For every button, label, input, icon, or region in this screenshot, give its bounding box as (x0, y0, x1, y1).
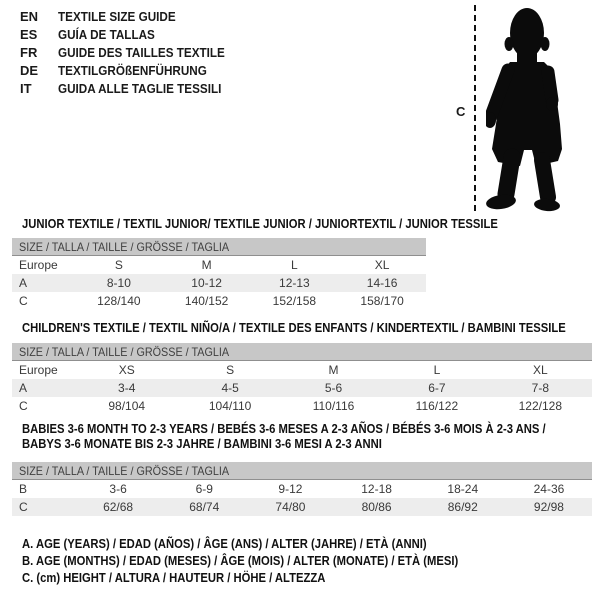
table-cell: 110/116 (312, 399, 355, 413)
section-title-children (22, 321, 600, 336)
table-cell: 74/80 (275, 500, 306, 514)
table-cell: 8-10 (106, 276, 131, 290)
table-cell: 12-18 (361, 482, 392, 496)
babies-size-table (12, 462, 592, 516)
table-row (12, 379, 592, 397)
table-cell: XL (374, 258, 390, 272)
note-c: C. (cm) HEIGHT / ALTURA / HAUTEUR / HÖHE / ALTEZZA (22, 571, 326, 585)
size-header-text: SIZE / TALLA / TAILLE / GRÖSSE / TAGLIA (19, 240, 230, 254)
table-cell: 62/68 (103, 500, 134, 514)
table-row (12, 498, 592, 516)
table-cell: 86/92 (447, 500, 478, 514)
language-title: TEXTILE SIZE GUIDE (58, 9, 176, 24)
table-row (12, 361, 592, 379)
table-cell: 6-7 (428, 381, 446, 395)
table-cell: 128/140 (97, 294, 141, 308)
row-label: Europe (19, 258, 58, 272)
legend-notes (22, 536, 507, 587)
language-title-list (20, 8, 243, 98)
table-row (12, 397, 592, 415)
table-row (12, 480, 592, 498)
table-cell: S (226, 363, 235, 377)
table-row (12, 256, 426, 274)
table-cell: 5-6 (324, 381, 343, 395)
row-label: A (19, 381, 28, 395)
table-cell: 158/170 (360, 294, 404, 308)
table-cell: 80/86 (361, 500, 392, 514)
section-title-text: BABIES 3-6 MONTH TO 2-3 YEARS / BEBÉS 3-6 MESES A 2-3 AÑOS / BÉBÉS 3-6 MOIS À 2-3 ANS / (22, 422, 546, 436)
note-b: B. AGE (MONTHS) / EDAD (MESES) / ÂGE (MOIS) / ALTER (MONATE) / ETÀ (MESI) (22, 554, 459, 568)
height-label: C (456, 104, 466, 119)
language-row (20, 44, 243, 62)
table-cell: 9-12 (278, 482, 303, 496)
table-cell: 122/128 (518, 399, 563, 413)
height-dashed-line (474, 5, 476, 211)
table-cell: M (328, 363, 339, 377)
row-label: Europe (19, 363, 58, 377)
language-row (20, 62, 243, 80)
language-code: DE (20, 63, 39, 78)
section-title-text: CHILDREN'S TEXTILE / TEXTIL NIÑO/A / TEXTILE DES ENFANTS / KINDERTEXTIL / BAMBINI TESSILE (22, 321, 566, 335)
table-cell: 6-9 (195, 482, 213, 496)
table-cell: M (201, 258, 212, 272)
table-cell: 24-36 (533, 482, 565, 496)
row-label: C (19, 399, 28, 413)
table-cell: 10-12 (191, 276, 222, 290)
row-label: B (19, 482, 28, 496)
row-label: C (19, 500, 28, 514)
size-header-text: SIZE / TALLA / TAILLE / GRÖSSE / TAGLIA (19, 464, 230, 478)
table-cell: 140/152 (184, 294, 229, 308)
table-cell: 18-24 (447, 482, 479, 496)
size-header-text: SIZE / TALLA / TAILLE / GRÖSSE / TAGLIA (19, 345, 230, 359)
section-title-junior (22, 217, 551, 232)
table-cell: 152/158 (272, 294, 317, 308)
table-cell: 3-6 (109, 482, 127, 496)
table-cell: 14-16 (366, 276, 398, 290)
size-header-bar (12, 238, 426, 256)
language-title: TEXTILGRÖßENFÜHRUNG (58, 63, 207, 78)
size-header-bar (12, 462, 592, 480)
children-size-table (12, 343, 592, 415)
language-row (20, 26, 243, 44)
table-row (12, 274, 426, 292)
table-cell: 92/98 (533, 500, 564, 514)
row-label: A (19, 276, 28, 290)
table-cell: 12-13 (279, 276, 310, 290)
table-cell: 4-5 (221, 381, 239, 395)
language-code: IT (20, 81, 32, 96)
table-cell: L (291, 258, 298, 272)
language-title: GUÍA DE TALLAS (58, 27, 155, 42)
table-cell: XS (118, 363, 135, 377)
baby-silhouette-icon (486, 4, 590, 214)
table-cell: 116/122 (415, 399, 459, 413)
language-code: ES (20, 27, 38, 42)
section-title-text: BABYS 3-6 MONATE BIS 2-3 JAHRE / BAMBINI 3-6 MESI A 2-3 ANNI (22, 437, 382, 451)
table-cell: 7-8 (531, 381, 549, 395)
table-cell: S (114, 258, 123, 272)
table-cell: 68/74 (189, 500, 220, 514)
language-row (20, 80, 243, 98)
table-cell: 104/110 (208, 399, 252, 413)
language-row (20, 8, 243, 26)
section-title-text: JUNIOR TEXTILE / TEXTIL JUNIOR/ TEXTILE JUNIOR / JUNIORTEXTIL / JUNIOR TESSILE (22, 217, 498, 231)
note-a: A. AGE (YEARS) / EDAD (AÑOS) / ÂGE (ANS) / ALTER (JAHRE) / ETÀ (ANNI) (22, 537, 427, 551)
row-label: C (19, 294, 28, 308)
table-cell: 98/104 (108, 399, 146, 413)
table-cell: XL (532, 363, 548, 377)
junior-size-table (12, 238, 426, 310)
language-code: FR (20, 45, 38, 60)
table-cell: L (433, 363, 441, 377)
table-row (12, 292, 426, 310)
section-title-babies (22, 422, 600, 452)
language-title: GUIDA ALLE TAGLIE TESSILI (58, 81, 222, 96)
language-code: EN (20, 9, 39, 24)
table-cell: 3-4 (118, 381, 136, 395)
size-header-bar (12, 343, 592, 361)
language-title: GUIDE DES TAILLES TEXTILE (58, 45, 225, 60)
